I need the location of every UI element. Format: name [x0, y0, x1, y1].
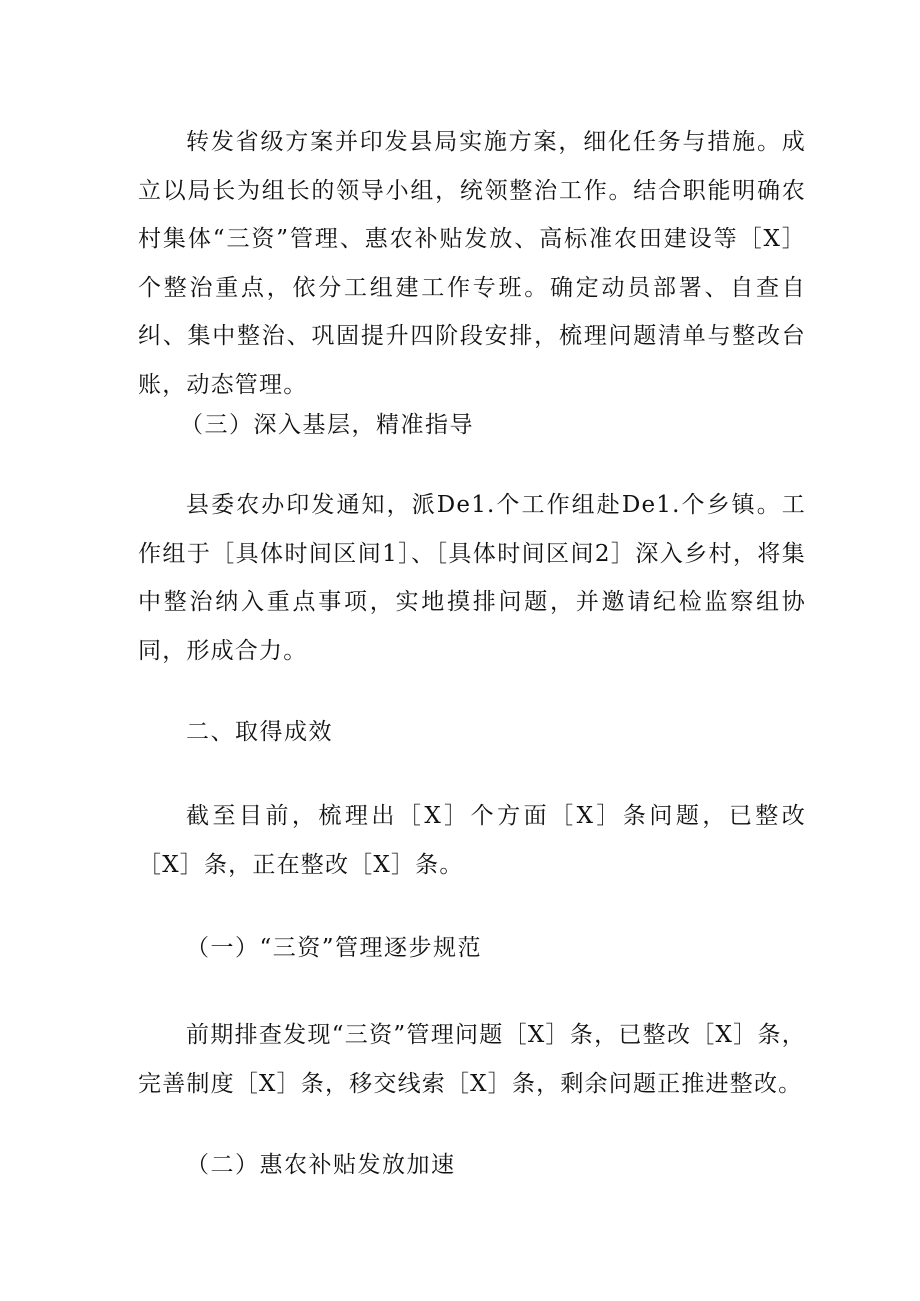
heading-results: 二、取得成效: [186, 719, 333, 745]
paragraph-work-groups: 县委农办印发通知，派De1.个工作组赴De1.个乡镇。工作组于［具体时间区间1］、［具体时间区间2］深入乡村，将集中整治纳入重点事项，实地摸排问题，并邀请纪检监察组协同，形成合力。: [138, 492, 806, 664]
paragraph-results-summary: 截至目前，梳理出［X］个方面［X］条问题，已整改［X］条，正在整改［X］条。: [138, 803, 806, 878]
paragraph-implementation-plan: 转发省级方案并印发县局实施方案，细化任务与措施。成立以局长为组长的领导小组，统领整治工作。结合职能明确农村集体“三资”管理、惠农补贴发放、高标准农田建设等［X］个整治重点，依分工组建工作专班。确定动员部署、自查自纠、集中整治、巩固提升四阶段安排，梳理问题清单与整改台账，动态管理。: [138, 129, 806, 398]
heading-section-3-grassroots: （三）深入基层，精准指导: [180, 412, 474, 438]
paragraph-assets-issues: 前期排查发现“三资”管理问题［X］条，已整改［X］条，完善制度［X］条，移交线索［X］条，剩余问题正推进整改。: [138, 1022, 806, 1097]
heading-subsection-1-assets: （一）“三资”管理逐步规范: [186, 935, 483, 961]
heading-subsection-2-subsidies: （二）惠农补贴发放加速: [186, 1152, 456, 1178]
